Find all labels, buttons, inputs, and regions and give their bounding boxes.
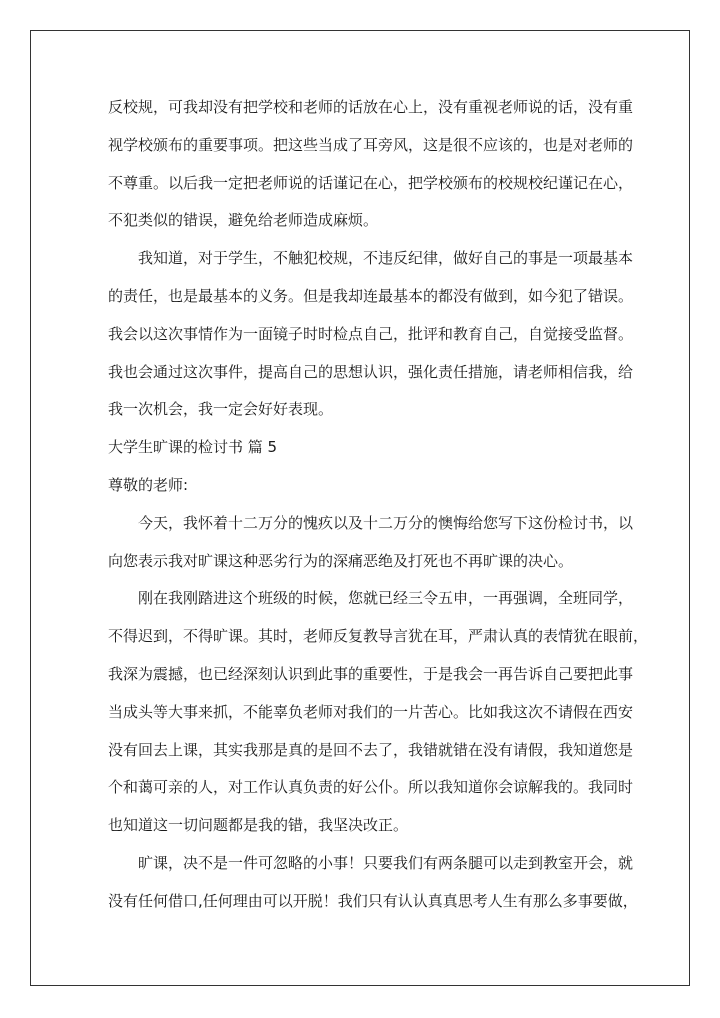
text-line: 没有回去上课，其实我那是真的是回不去了，我错就错在没有请假，我知道您是 [108, 740, 634, 759]
paragraph-start-line: 今天，我怀着十二万分的愧疚以及十二万分的懊悔给您写下这份检讨书，以 [138, 513, 634, 532]
text-line: 不得迟到，不得旷课。其时，老师反复教导言犹在耳，严肃认真的表情犹在眼前， [108, 627, 649, 646]
section-heading: 大学生旷课的检讨书 篇 5 [108, 438, 278, 457]
paragraph-start-line: 我知道，对于学生，不触犯校规，不违反纪律，做好自己的事是一项最基本 [138, 249, 634, 268]
text-line: 不尊重。以后我一定把老师说的话谨记在心，把学校颁布的校规校纪谨记在心， [108, 173, 634, 192]
text-line: 没有任何借口,任何理由可以开脱！我们只有认认真真思考人生有那么多事要做， [108, 891, 638, 910]
text-line: 反校规，可我却没有把学校和老师的话放在心上，没有重视老师说的话，没有重 [108, 98, 634, 116]
text-line: 向您表示我对旷课这种恶劣行为的深痛恶绝及打死也不再旷课的决心。 [108, 551, 574, 570]
text-line: 个和蔼可亲的人，对工作认真负责的好公仆。所以我知道你会谅解我的。我同时 [108, 778, 634, 797]
text-line: 我深为震撼，也已经深刻认识到此事的重要性，于是我会一再告诉自己要把此事 [108, 664, 634, 683]
text-line: 我会以这次事情作为一面镜子时时检点自己，批评和教育自己，自觉接受监督。 [108, 324, 634, 343]
text-line: 我一次机会，我一定会好好表现。 [108, 400, 334, 419]
text-line: 也知道这一切问题都是我的错，我坚决改正。 [108, 816, 409, 835]
text-line: 我也会通过这次事件，提高自己的思想认识，强化责任措施，请老师相信我，给 [108, 362, 634, 381]
text-line: 不犯类似的错误，避免给老师造成麻烦。 [108, 211, 379, 230]
document-body [108, 95, 649, 927]
salutation: 尊敬的老师: [108, 475, 189, 494]
text-line: 的责任，也是最基本的义务。但是我却连最基本的都没有做到，如今犯了错误。 [108, 286, 634, 305]
paragraph-start-line: 旷课，决不是一件可忽略的小事！只要我们有两条腿可以走到教室开会，就 [138, 853, 634, 872]
paragraph-start-line: 刚在我刚踏进这个班级的时候，您就已经三令五申，一再强调，全班同学， [138, 589, 634, 608]
text-line: 当成头等大事来抓，不能辜负老师对我们的一片苦心。比如我这次不请假在西安 [108, 702, 634, 721]
text-line: 视学校颁布的重要事项。把这些当成了耳旁风，这是很不应该的，也是对老师的 [108, 135, 634, 154]
